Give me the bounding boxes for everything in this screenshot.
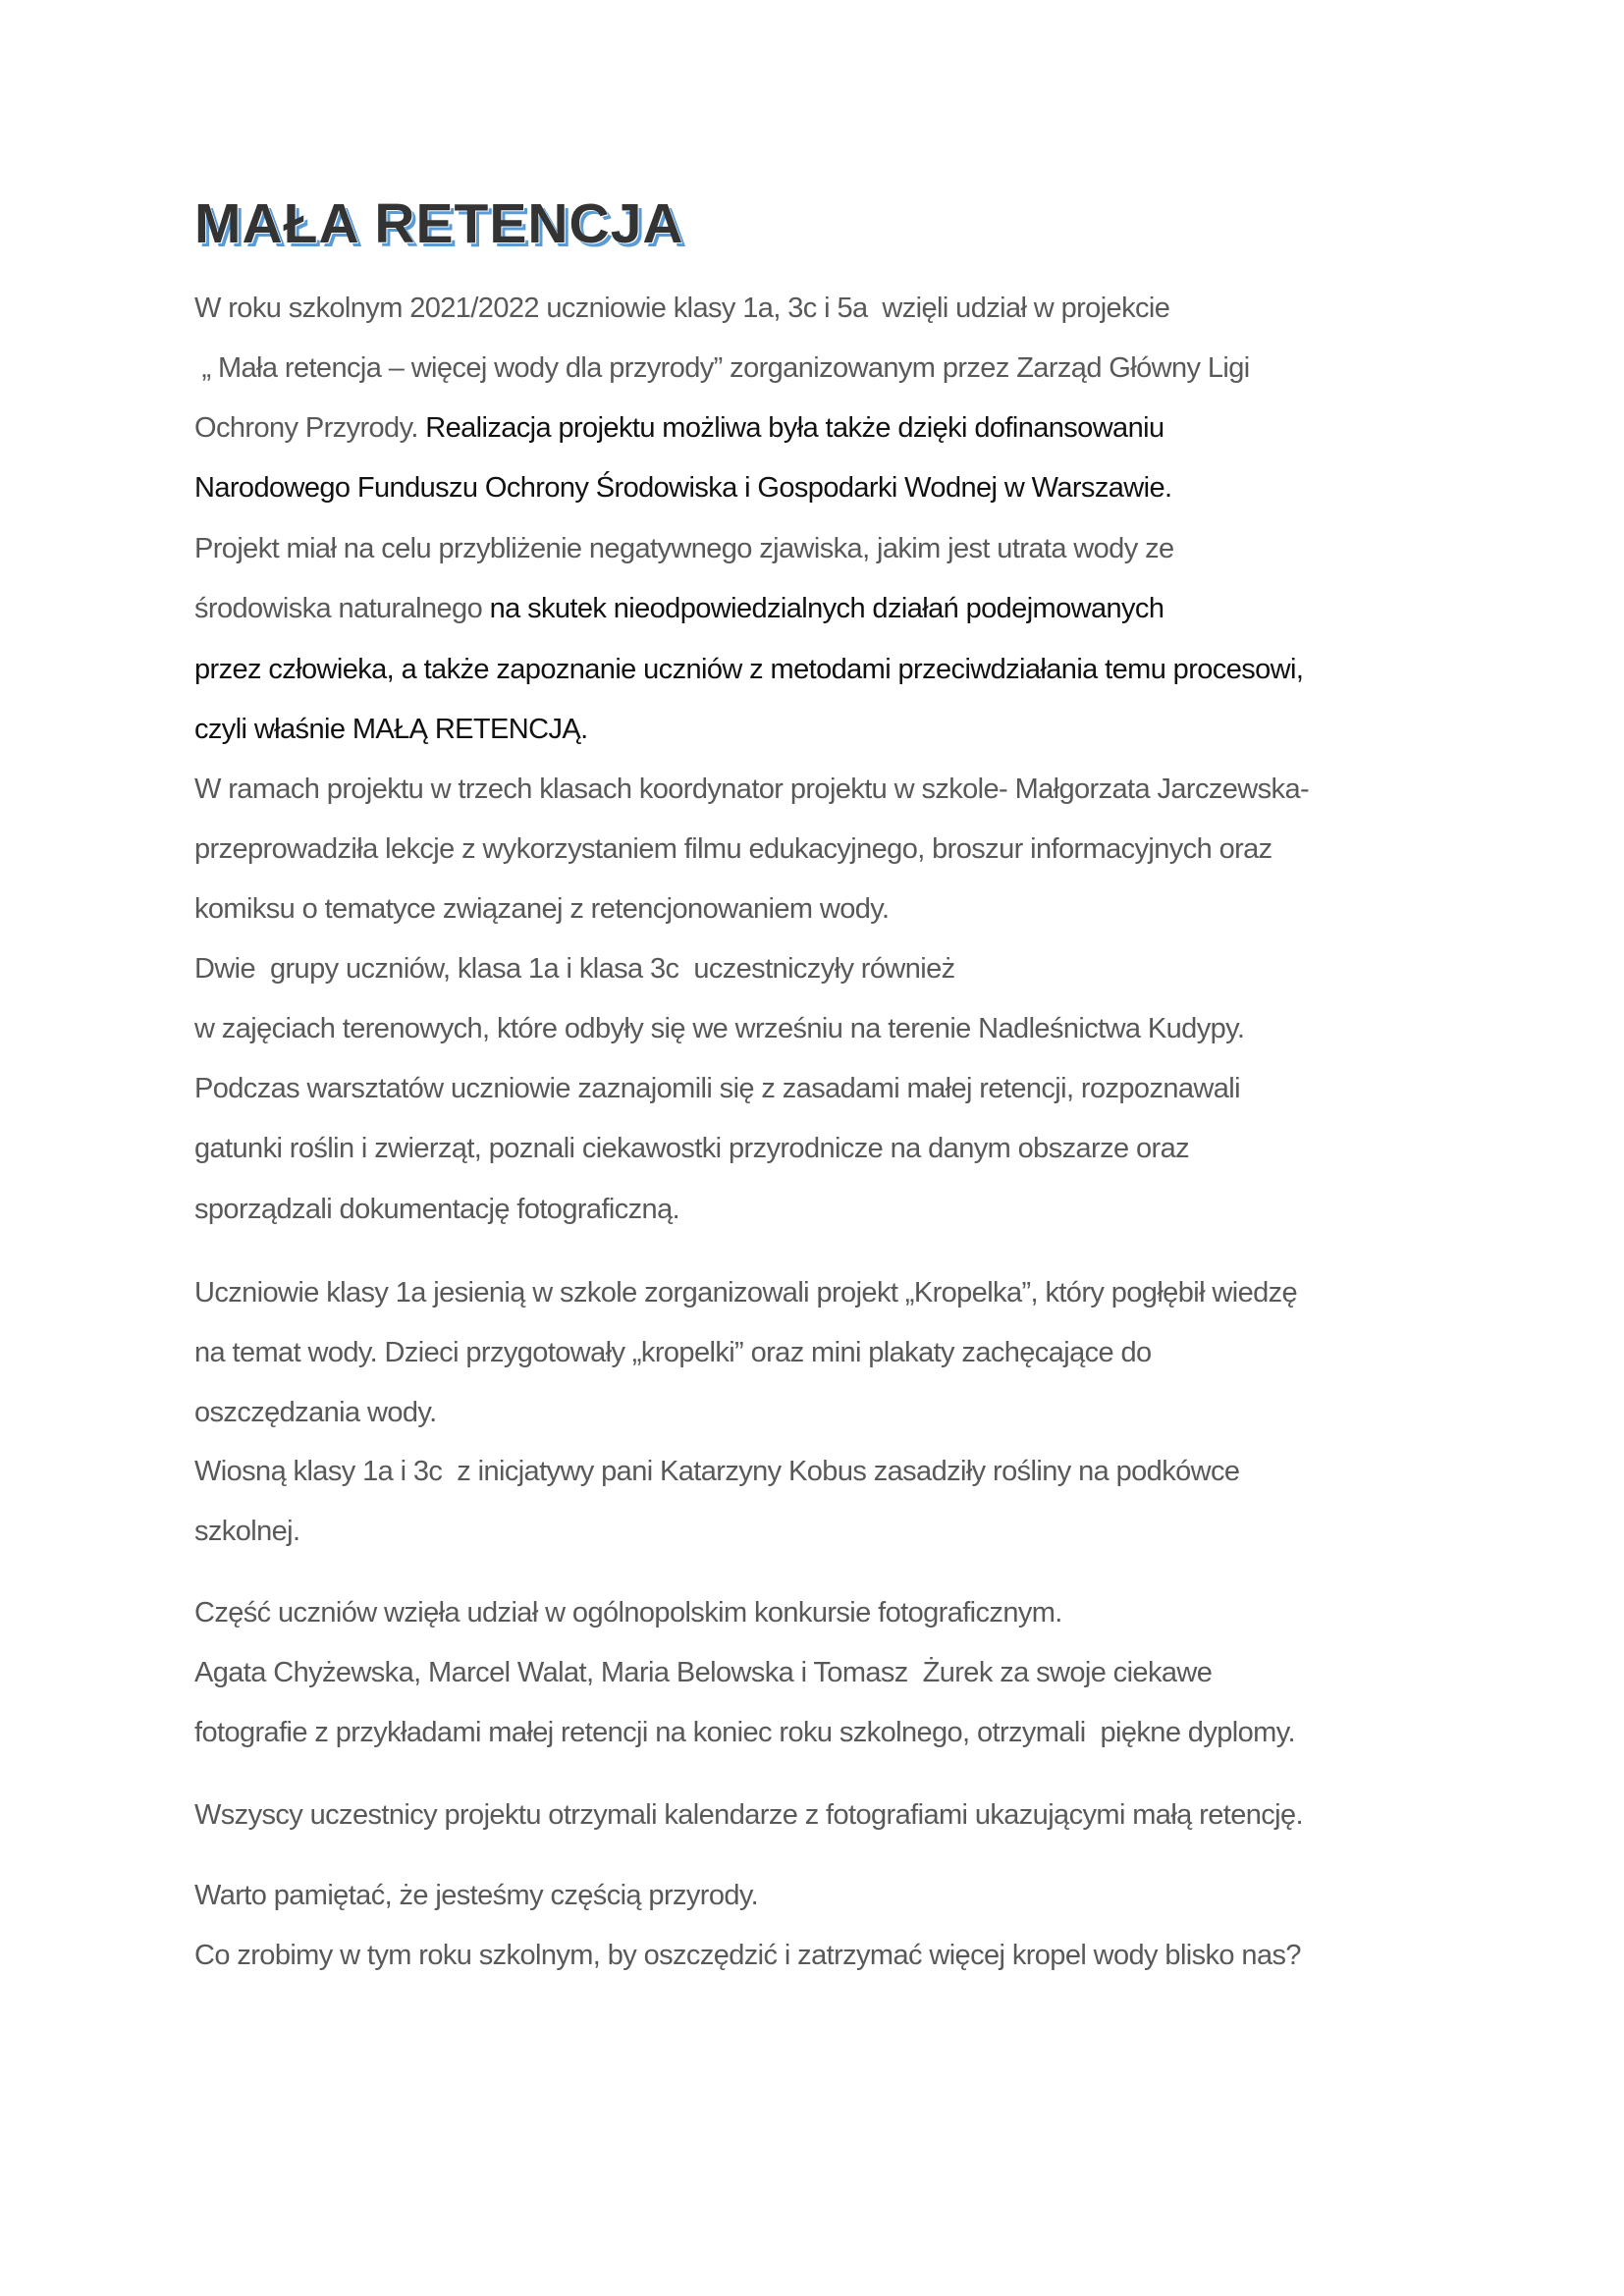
text-line: oszczędzania wody.: [194, 1397, 437, 1428]
text-line: Agata Chyżewska, Marcel Walat, Maria Belowska i Tomasz Żurek za swoje ciekawe: [194, 1657, 1213, 1688]
text-segment: Ochrony Przyrody.: [194, 412, 426, 444]
text-line: Uczniowie klasy 1a jesienią w szkole zorganizowali projekt „Kropelka”, który pogłębił wiedzę: [194, 1277, 1298, 1308]
text-line: na temat wody. Dzieci przygotowały „kropelki” oraz mini plakaty zachęcające do: [194, 1337, 1152, 1368]
text-line: czyli właśnie MAŁĄ RETENCJĄ.: [194, 714, 588, 745]
text-line: Podczas warsztatów uczniowie zaznajomili się z zasadami małej retencji, rozpoznawali: [194, 1073, 1240, 1104]
text-line: Projekt miał na celu przybliżenie negatywnego zjawiska, jakim jest utrata wody ze: [194, 533, 1174, 564]
text-line: Wszyscy uczestnicy projektu otrzymali kalendarze z fotografiami ukazującymi małą retencję.: [194, 1799, 1303, 1831]
text-line: Dwie grupy uczniów, klasa 1a i klasa 3c uczestniczyły również: [194, 953, 955, 985]
text-line: gatunki roślin i zwierząt, poznali ciekawostki przyrodnicze na danym obszarze oraz: [194, 1133, 1189, 1164]
text-line: przeprowadziła lekcje z wykorzystaniem filmu edukacyjnego, broszur informacyjnych oraz: [194, 833, 1272, 865]
text-line: Narodowego Funduszu Ochrony Środowiska i Gospodarki Wodnej w Warszawie.: [194, 472, 1172, 504]
text-line: komiksu o tematyce związanej z retencjonowaniem wody.: [194, 893, 890, 925]
text-line: W ramach projektu w trzech klasach koordynator projektu w szkole- Małgorzata Jarczewska-: [194, 774, 1310, 805]
text-line: Część uczniów wzięła udział w ogólnopolskim konkursie fotograficznym.: [194, 1597, 1062, 1629]
text-line: szkolnej.: [194, 1516, 300, 1547]
text-line: W roku szkolnym 2021/2022 uczniowie klasy 1a, 3c i 5a wzięli udział w projekcie: [194, 293, 1170, 324]
text-line: Warto pamiętać, że jesteśmy częścią przyrody.: [194, 1880, 759, 1911]
text-line: sporządzali dokumentację fotograficzną.: [194, 1194, 680, 1225]
text-line: Co zrobimy w tym roku szkolnym, by oszczędzić i zatrzymać więcej kropel wody blisko nas?: [194, 1940, 1301, 1971]
text-line: w zajęciach terenowych, które odbyły się we wrześniu na terenie Nadleśnictwa Kudypy.: [194, 1013, 1245, 1044]
text-line: [194, 408, 1164, 448]
text-segment: środowiska naturalnego: [194, 593, 490, 624]
text-segment-emphasis: na skutek nieodpowiedzialnych działań podejmowanych: [489, 593, 1164, 624]
text-line: „ Mała retencja – więcej wody dla przyrody” zorganizowanym przez Zarząd Główny Ligi: [194, 352, 1250, 384]
text-segment-emphasis: Realizacja projektu możliwa była także dzięki dofinansowaniu: [425, 412, 1164, 444]
text-line: [194, 589, 1164, 628]
text-line: fotografie z przykładami małej retencji na koniec roku szkolnego, otrzymali piękne dyplomy.: [194, 1717, 1295, 1748]
text-line: przez człowieka, a także zapoznanie uczniów z metodami przeciwdziałania temu procesowi,: [194, 654, 1304, 685]
document-title: MAŁA RETENCJA: [194, 192, 684, 255]
text-line: Wiosną klasy 1a i 3c z inicjatywy pani Katarzyny Kobus zasadziły rośliny na podkówce: [194, 1456, 1240, 1487]
